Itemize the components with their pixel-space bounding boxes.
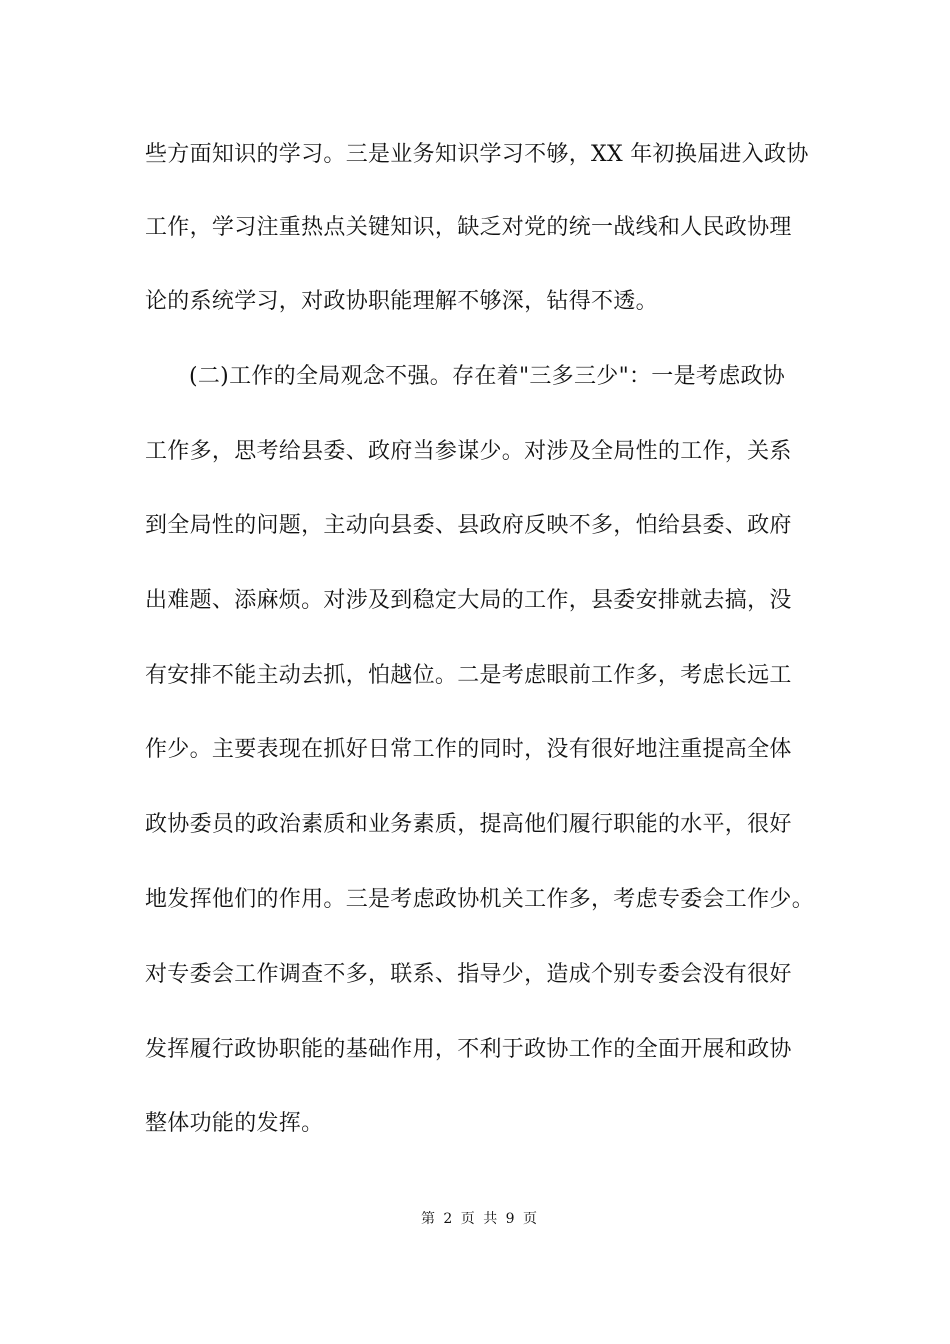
text-line: 出难题、添麻烦。对涉及到稳定大局的工作，县委安排就去搞，没 — [145, 588, 792, 613]
text-line: 作少。主要表现在抓好日常工作的同时，没有很好地注重提高全体 — [145, 737, 792, 762]
text-line: 整体功能的发挥。 — [145, 1111, 324, 1136]
text-line: 政协委员的政治素质和业务素质，提高他们履行职能的水平，很好 — [145, 812, 792, 837]
page-number-footer: 第 2 页 共 9 页 — [420, 1211, 540, 1227]
text-line: 论的系统学习，对政协职能理解不够深，钻得不透。 — [145, 289, 658, 314]
text-line: 些方面知识的学习。三是业务知识学习不够，XX 年初换届进入政协 — [145, 142, 809, 167]
text-line: 发挥履行政协职能的基础作用，不利于政协工作的全面开展和政协 — [145, 1037, 792, 1062]
text-line: 工作多，思考给县委、政府当参谋少。对涉及全局性的工作，关系 — [145, 439, 792, 464]
text-line: 工作，学习注重热点关键知识，缺乏对党的统一战线和人民政协理 — [145, 215, 792, 240]
text-line: 对专委会工作调查不多，联系、指导少，造成个别专委会没有很好 — [145, 962, 792, 987]
paragraph-heading-line: (二)工作的全局观念不强。存在着"三多三少"：一是考虑政协 — [189, 364, 786, 389]
text-line: 到全局性的问题，主动向县委、县政府反映不多，怕给县委、政府 — [145, 513, 792, 538]
text-line: 有安排不能主动去抓，怕越位。二是考虑眼前工作多，考虑长远工 — [145, 663, 792, 688]
text-line: 地发挥他们的作用。三是考虑政协机关工作多，考虑专委会工作少。 — [145, 887, 815, 912]
